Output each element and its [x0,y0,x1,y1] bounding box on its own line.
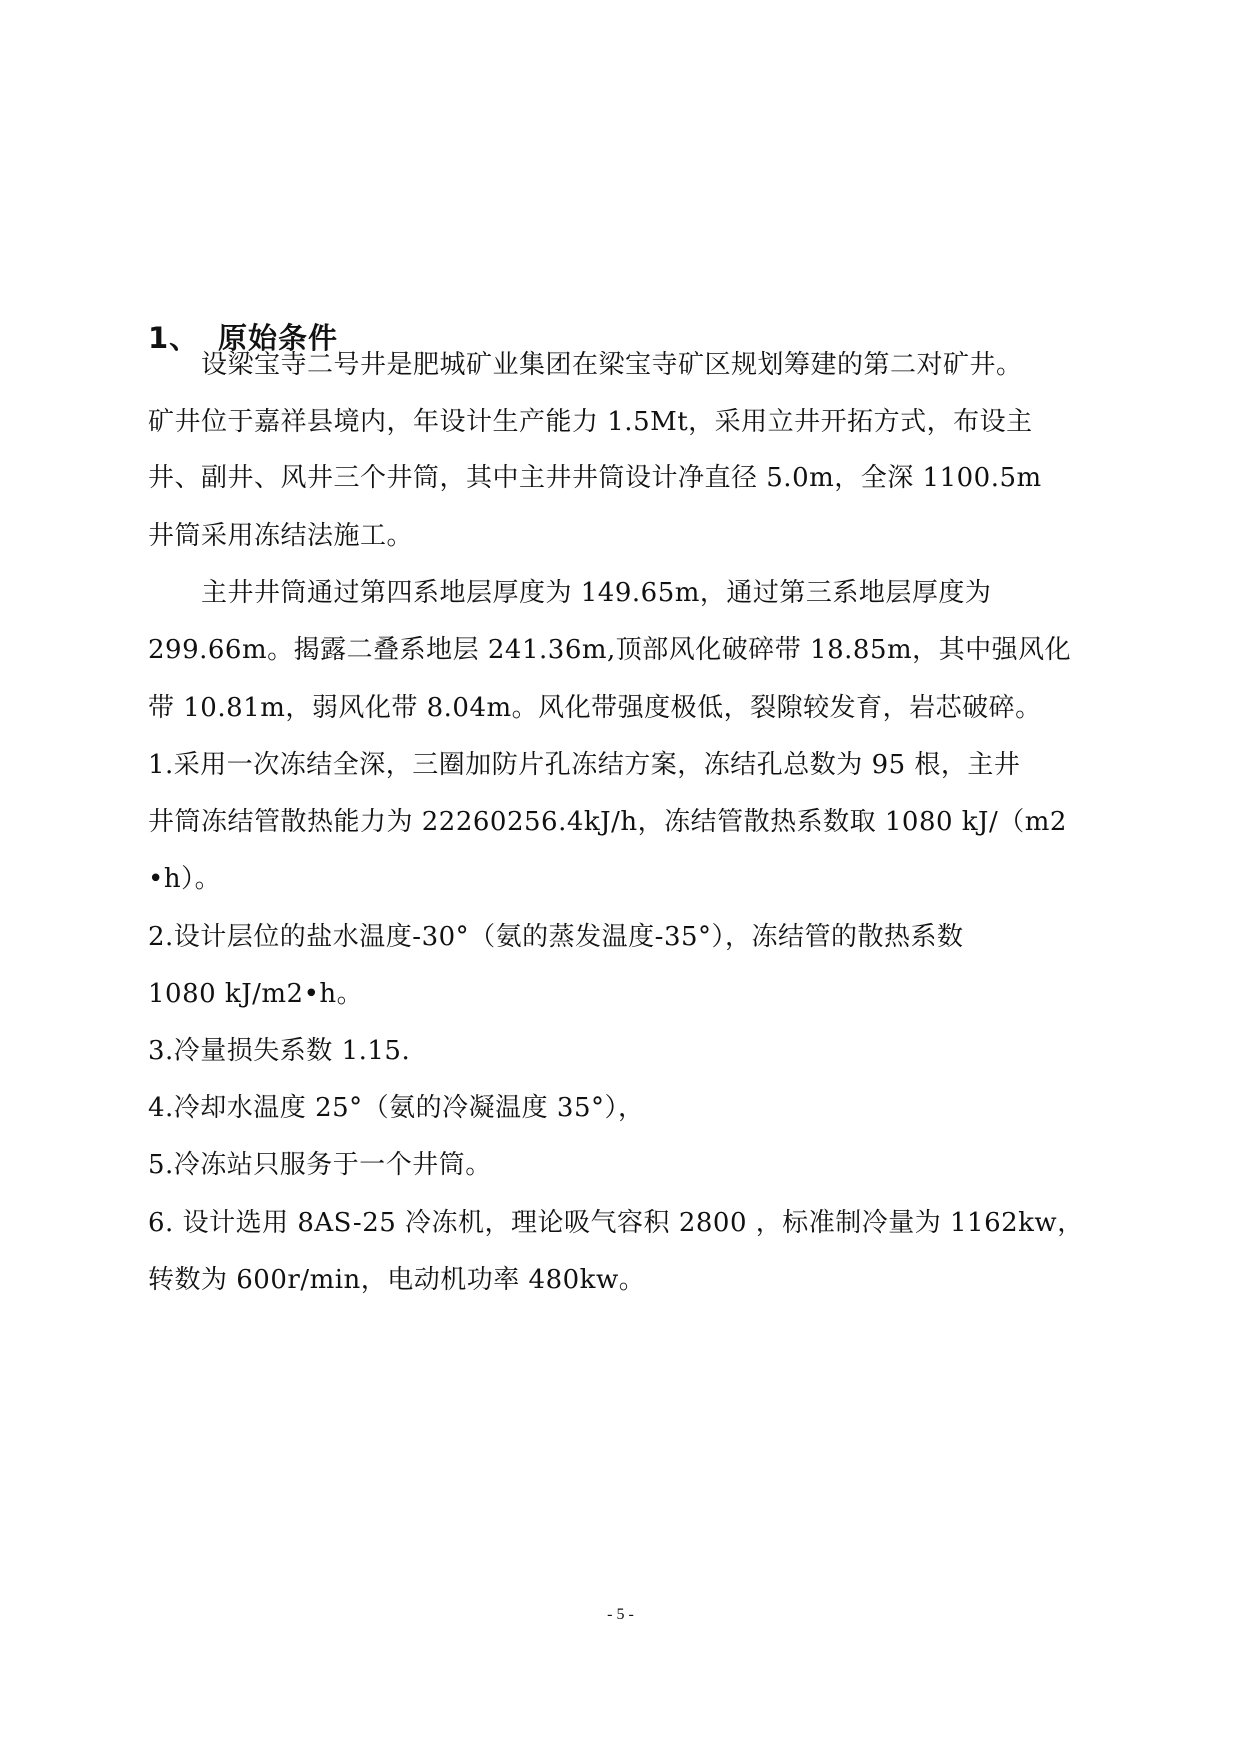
paragraph-line: 井、副井、风井三个井筒，其中主井井筒设计净直径 5.0m，全深 1100.5m [148,463,1042,493]
paragraph-line: 矿井位于嘉祥县境内，年设计生产能力 1.5Mt，采用立井开拓方式，布设主 [148,407,1033,437]
section-title: 原始条件 [218,321,339,355]
list-item-line: 4.冷却水温度 25°（氨的冷凝温度 35°）， [148,1093,645,1123]
list-item-line: 5.冷冻站只服务于一个井筒。 [148,1150,492,1180]
paragraph-line: 带 10.81m，弱风化带 8.04m。风化带强度极低，裂隙较发育，岩芯破碎。 [148,693,1042,723]
list-item-line: •h）。 [148,864,222,894]
list-item-line: 1.采用一次冻结全深，三圈加防片孔冻结方案，冻结孔总数为 95 根，主井 [148,750,1021,780]
paragraph-line: 设梁宝寺二号井是肥城矿业集团在梁宝寺矿区规划筹建的第二对矿井。 [148,350,1023,380]
paragraph-line: 299.66m。揭露二叠系地层 241.36m,顶部风化破碎带 18.85m，其中强风化 [148,635,1072,665]
section-number: 1、 [148,321,200,355]
list-item-line: 6. 设计选用 8AS-25 冷冻机，理论吸气容积 2800 ，标准制冷量为 1162kw， [148,1208,1084,1238]
list-item-line: 1080 kJ/m2•h。 [148,979,364,1009]
paragraph-line: 井筒采用冻结法施工。 [148,521,414,551]
paragraph-line: 主井井筒通过第四系地层厚度为 149.65m，通过第三系地层厚度为 [148,578,992,608]
list-item-line: 转数为 600r/min，电动机功率 480kw。 [148,1265,646,1295]
list-item-line: 井筒冻结管散热能力为 22260256.4kJ/h，冻结管散热系数取 1080 kJ/（m2 [148,807,1067,837]
list-item-line: 2.设计层位的盐水温度-30°（氨的蒸发温度-35°），冻结管的散热系数 [148,922,964,952]
list-item-line: 3.冷量损失系数 1.15. [148,1036,411,1066]
page-number: - 5 - [607,1606,634,1623]
